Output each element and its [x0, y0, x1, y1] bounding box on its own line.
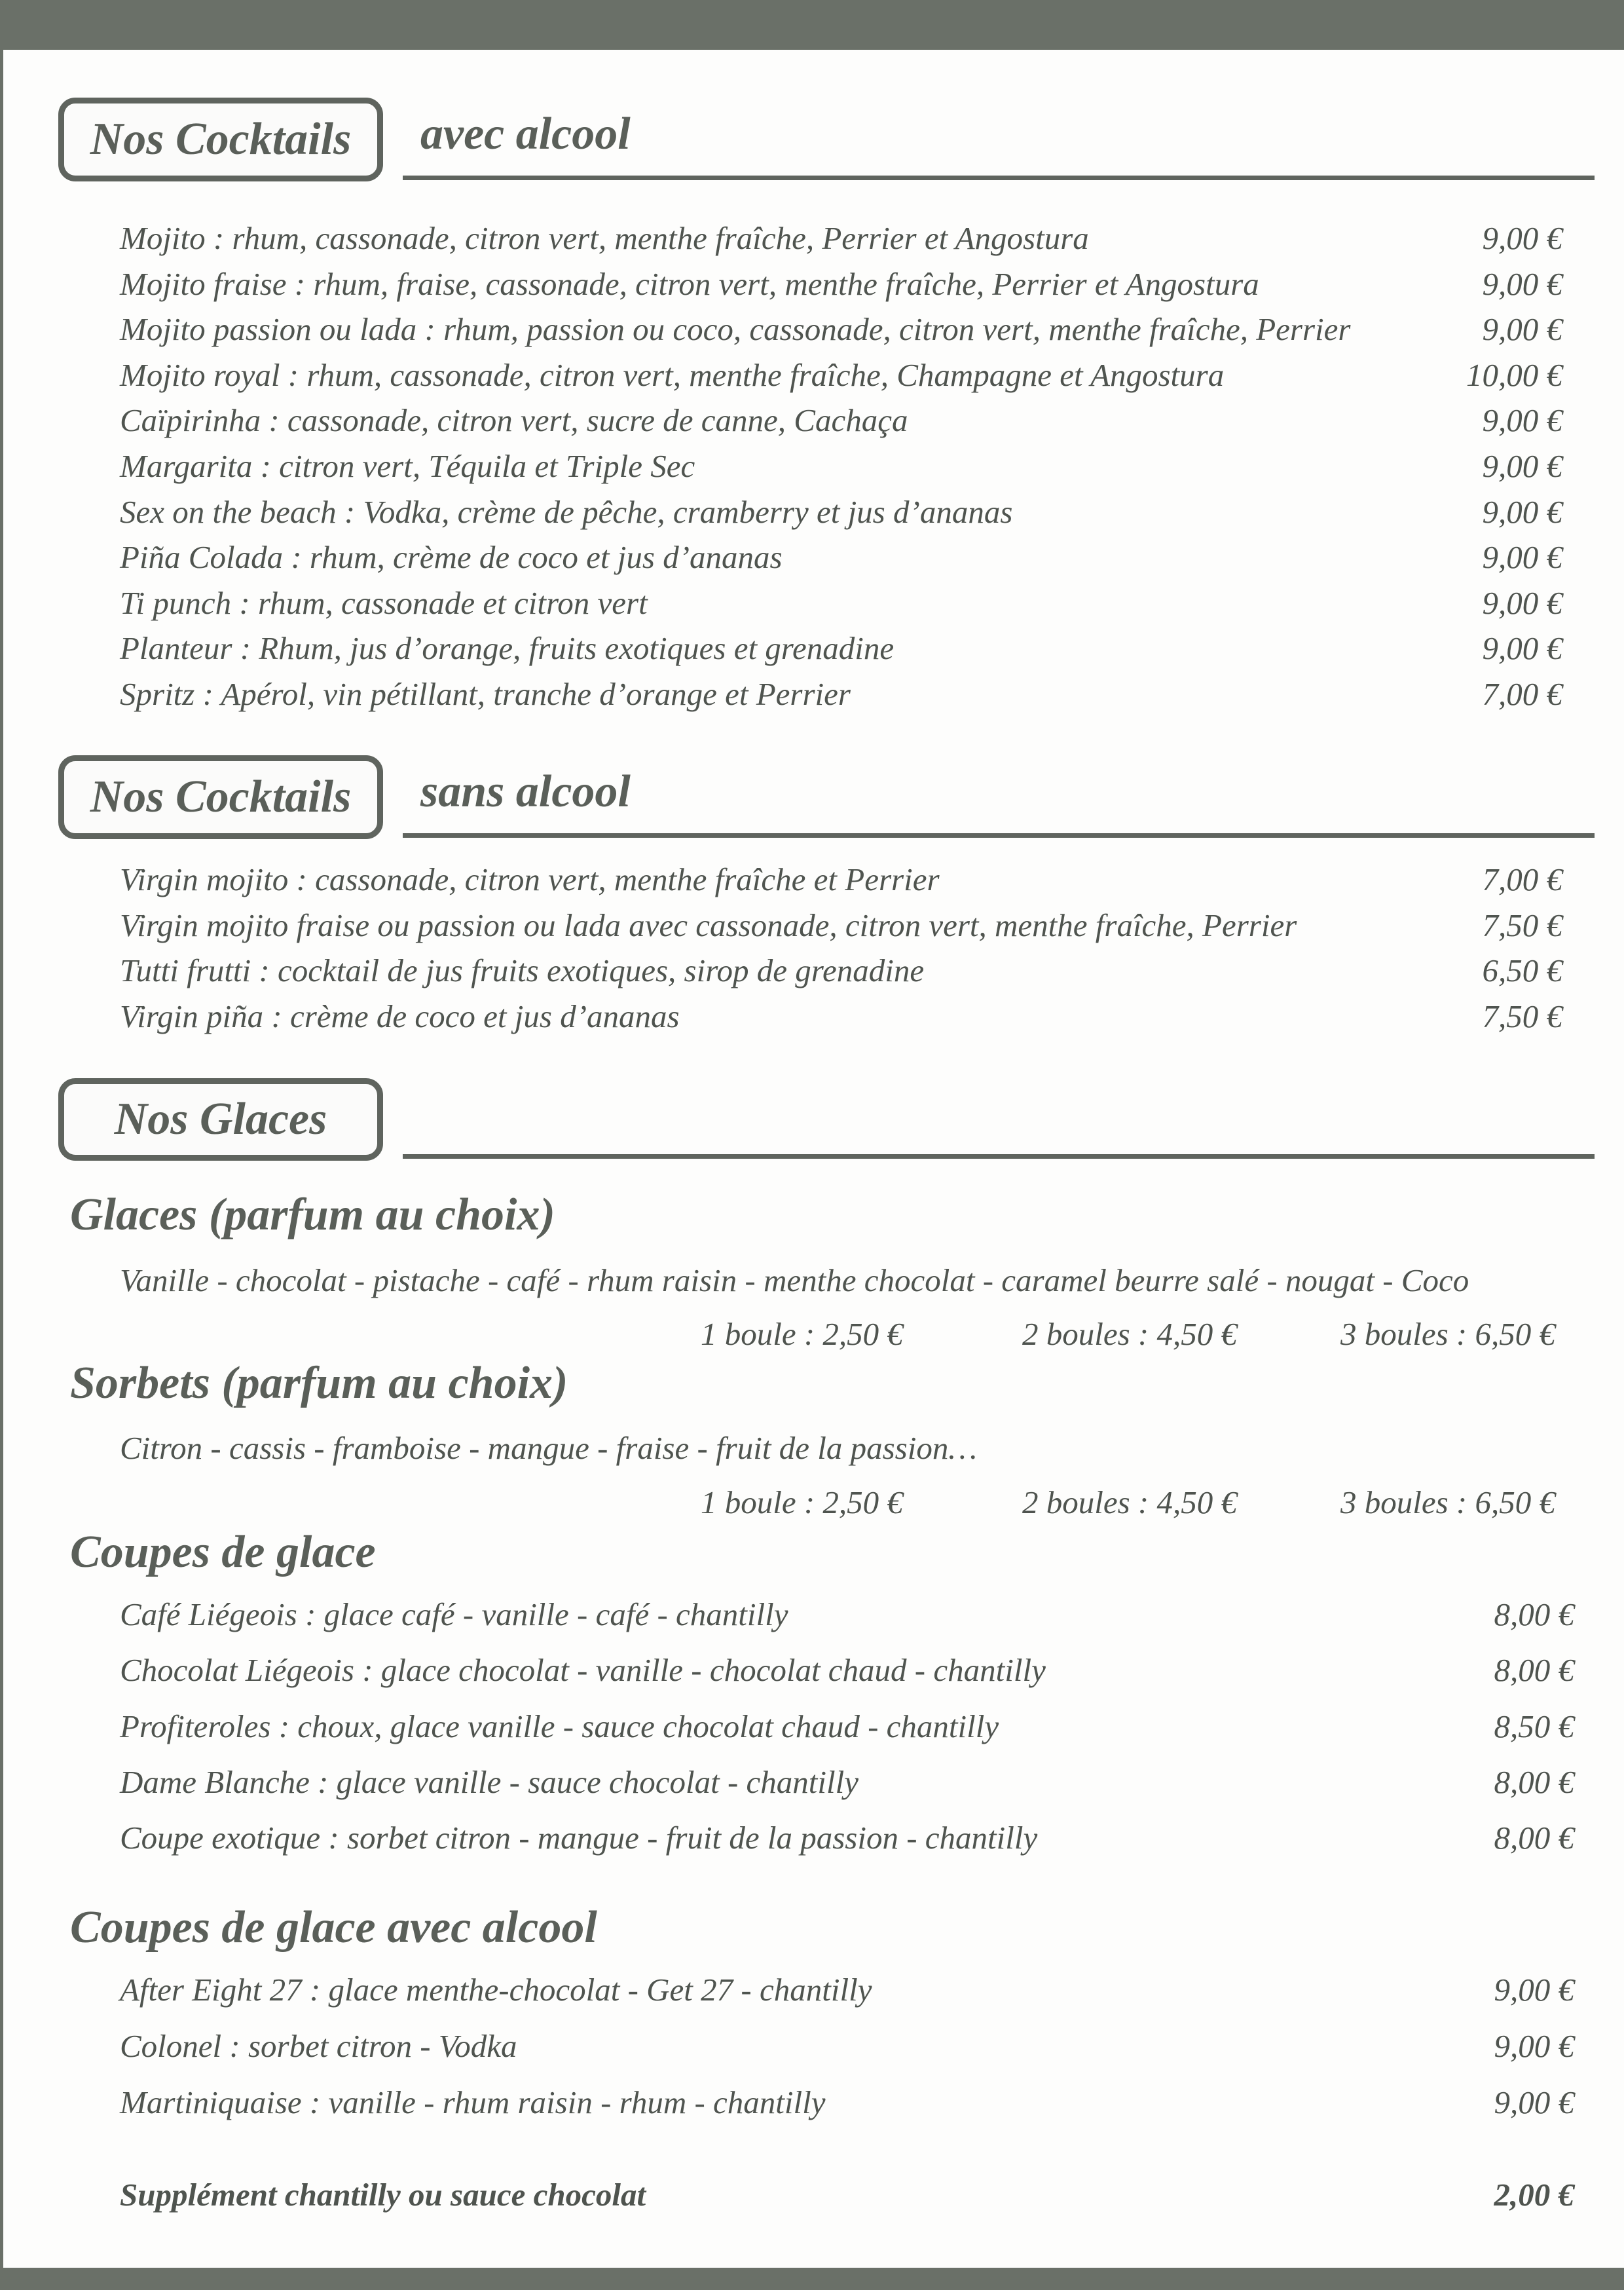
menu-item-price: 8,00 €: [1494, 1820, 1574, 1856]
cocktails-alcool-list: [120, 219, 1562, 721]
menu-item-name: Colonel : sorbet citron - Vodka: [120, 2028, 517, 2064]
section-label-glaces: [58, 1078, 383, 1161]
menu-item: [120, 493, 1562, 539]
menu-item: [120, 675, 1562, 721]
menu-item: [120, 447, 1562, 493]
menu-item-name: Mojito royal : rhum, cassonade, citron vert, menthe fraîche, Champagne et Angostura: [120, 356, 1225, 393]
price-1-boule: 1 boule : 2,50 €: [701, 1484, 903, 1520]
coupes-list: [120, 1596, 1574, 1875]
menu-item-price: 9,00 €: [1494, 1972, 1574, 2008]
coupes-alcool-list: [120, 1971, 1574, 2140]
menu-item: [120, 538, 1562, 584]
menu-item-price: 9,00 €: [1482, 402, 1562, 439]
menu-item: [120, 861, 1562, 907]
menu-item-name: Margarita : citron vert, Téquila et Triple Sec: [120, 447, 695, 484]
price-1-boule: 1 boule : 2,50 €: [701, 1316, 903, 1352]
menu-item: [120, 310, 1562, 356]
section-subtitle-sans-alcool: sans alcool: [420, 766, 631, 817]
menu-item-name: Sex on the beach : Vodka, crème de pêche, cramberry et jus d’ananas: [120, 493, 1013, 530]
menu-item-name: Tutti frutti : cocktail de jus fruits exotiques, sirop de grenadine: [120, 952, 925, 989]
left-border: [0, 0, 3, 2290]
menu-item: [120, 1819, 1574, 1875]
section-label-cocktails-alcool: [58, 98, 383, 181]
supplement-row-wrap: [120, 2176, 1574, 2213]
menu-item: [120, 1708, 1574, 1763]
glaces-title: Glaces (parfum au choix): [70, 1190, 555, 1240]
menu-item: [120, 2084, 1574, 2140]
section-label-cocktails-sans: [58, 755, 383, 839]
menu-item: [120, 1651, 1574, 1707]
section-label-text: Nos Cocktails: [90, 114, 352, 164]
menu-item: [120, 584, 1562, 630]
menu-item-price: 7,00 €: [1482, 675, 1562, 712]
menu-item: [120, 1971, 1574, 2027]
supplement-name: Supplément chantilly ou sauce chocolat: [120, 2177, 646, 2213]
menu-item-name: Virgin mojito fraise ou passion ou lada avec cassonade, citron vert, menthe fraîche, Perrier: [120, 907, 1297, 943]
section-label-text: Nos Glaces: [114, 1094, 327, 1144]
cocktails-sans-list: [120, 861, 1562, 1043]
menu-item-name: Mojito fraise : rhum, fraise, cassonade, citron vert, menthe fraîche, Perrier et Angostura: [120, 265, 1259, 302]
menu-item: [120, 265, 1562, 311]
menu-item-price: 9,00 €: [1482, 493, 1562, 530]
supplement-price: 2,00 €: [1494, 2177, 1574, 2213]
price-3-boules: 3 boules : 6,50 €: [1340, 1484, 1555, 1520]
menu-item-name: Spritz : Apérol, vin pétillant, tranche d’orange et Perrier: [120, 675, 851, 712]
menu-item-name: Planteur : Rhum, jus d’orange, fruits exotiques et grenadine: [120, 630, 895, 667]
menu-item-name: Martiniquaise : vanille - rhum raisin - rhum - chantilly: [120, 2084, 826, 2120]
menu-item-price: 8,00 €: [1494, 1763, 1574, 1800]
menu-item: [120, 629, 1562, 675]
menu-item-name: Café Liégeois : glace café - vanille - café - chantilly: [120, 1596, 788, 1632]
menu-item-price: 10,00 €: [1466, 356, 1562, 393]
menu-item-name: Piña Colada : rhum, crème de coco et jus d’ananas: [120, 539, 783, 576]
menu-item-name: Virgin mojito : cassonade, citron vert, menthe fraîche et Perrier: [120, 861, 940, 897]
menu-item-price: 6,50 €: [1482, 952, 1562, 989]
menu-item-name: Chocolat Liégeois : glace chocolat - vanille - chocolat chaud - chantilly: [120, 1652, 1046, 1689]
menu-item: [120, 356, 1562, 402]
top-band: [0, 0, 1624, 50]
menu-item: [120, 998, 1562, 1043]
menu-item-price: 9,00 €: [1494, 2084, 1574, 2120]
menu-item-price: 9,00 €: [1482, 311, 1562, 348]
menu-item: [120, 219, 1562, 265]
menu-item-name: Mojito : rhum, cassonade, citron vert, menthe fraîche, Perrier et Angostura: [120, 220, 1089, 256]
menu-item: [120, 2027, 1574, 2084]
menu-item-price: 9,00 €: [1494, 2028, 1574, 2064]
menu-item-name: After Eight 27 : glace menthe-chocolat - Get 27 - chantilly: [120, 1972, 872, 2008]
menu-item-name: Profiteroles : choux, glace vanille - sauce chocolat chaud - chantilly: [120, 1708, 999, 1744]
price-2-boules: 2 boules : 4,50 €: [1022, 1316, 1237, 1352]
sorbets-flavours: Citron - cassis - framboise - mangue - fraise - fruit de la passion…: [120, 1430, 977, 1466]
menu-item-price: 7,00 €: [1482, 861, 1562, 897]
menu-item-price: 8,00 €: [1494, 1596, 1574, 1632]
menu-item-name: Ti punch : rhum, cassonade et citron vert: [120, 584, 648, 621]
menu-item-price: 9,00 €: [1482, 630, 1562, 667]
sorbets-title: Sorbets (parfum au choix): [70, 1358, 568, 1408]
menu-item-price: 9,00 €: [1482, 539, 1562, 576]
section-label-text: Nos Cocktails: [90, 772, 352, 822]
menu-item: [120, 907, 1562, 952]
menu-item-name: Coupe exotique : sorbet citron - mangue - fruit de la passion - chantilly: [120, 1820, 1038, 1856]
menu-item-name: Dame Blanche : glace vanille - sauce chocolat - chantilly: [120, 1763, 858, 1800]
menu-item-name: Caïpirinha : cassonade, citron vert, sucre de canne, Cachaça: [120, 402, 908, 439]
coupes-alcool-title: Coupes de glace avec alcool: [70, 1902, 597, 1953]
menu-item-price: 7,50 €: [1482, 907, 1562, 943]
menu-item: [120, 1596, 1574, 1651]
menu-item-name: Virgin piña : crème de coco et jus d’ananas: [120, 998, 680, 1034]
menu-item: [120, 1763, 1574, 1819]
menu-item-price: 7,50 €: [1482, 998, 1562, 1034]
supplement-row: [120, 2176, 1574, 2213]
menu-item-price: 8,50 €: [1494, 1708, 1574, 1744]
menu-item-price: 9,00 €: [1482, 447, 1562, 484]
section-underline: [403, 833, 1595, 838]
price-2-boules: 2 boules : 4,50 €: [1022, 1484, 1237, 1520]
menu-item-price: 9,00 €: [1482, 265, 1562, 302]
menu-item-price: 9,00 €: [1482, 584, 1562, 621]
section-subtitle-avec-alcool: avec alcool: [420, 109, 631, 159]
bottom-band: [0, 2268, 1624, 2290]
menu-item-name: Mojito passion ou lada : rhum, passion ou coco, cassonade, citron vert, menthe fraîche, Perrier: [120, 311, 1351, 348]
menu-item-price: 8,00 €: [1494, 1652, 1574, 1689]
section-underline: [403, 1154, 1595, 1159]
section-underline: [403, 176, 1595, 180]
price-3-boules: 3 boules : 6,50 €: [1340, 1316, 1555, 1352]
glaces-flavours: Vanille - chocolat - pistache - café - rhum raisin - menthe chocolat - caramel beurre salé - nougat - Coco: [120, 1262, 1469, 1298]
coupes-title: Coupes de glace: [70, 1527, 376, 1577]
menu-item: [120, 952, 1562, 998]
menu-item-price: 9,00 €: [1482, 220, 1562, 256]
menu-item: [120, 402, 1562, 447]
